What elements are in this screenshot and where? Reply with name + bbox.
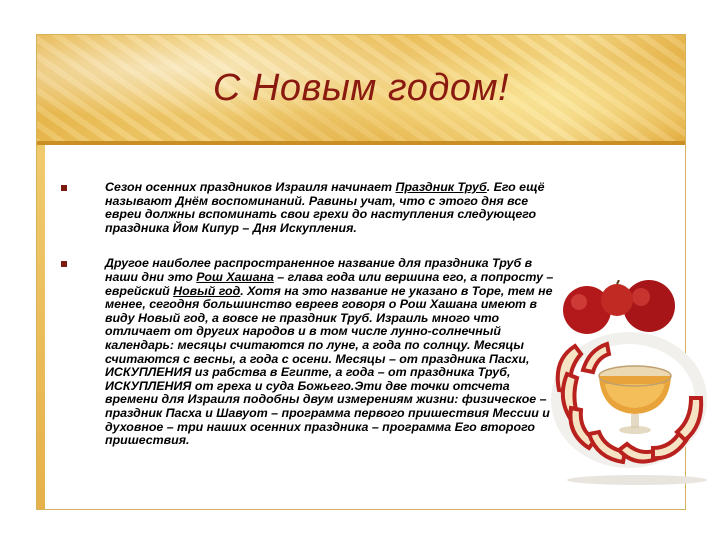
apples-honey-image	[549, 280, 709, 485]
link-novy-god: Новый год	[173, 283, 241, 298]
link-prazdnik-trub: Праздник Труб	[395, 180, 487, 194]
bullet-item	[51, 257, 555, 447]
bullet-marker-icon	[61, 261, 67, 267]
bullet-item	[51, 181, 555, 235]
bullet-marker-icon	[61, 185, 67, 191]
slide	[36, 34, 686, 510]
bullet-text: . Его ещё называют Днём воспоминаний. Равины учат, что с этого дня все евреи должны вспоминать свои грехи до наступления следующего праздника Йом Кипур – Дня Искупления.	[105, 180, 545, 235]
bullet-text: Сезон осенних праздников Израиля начинает	[105, 180, 396, 194]
bullet-list	[51, 181, 555, 448]
link-rosh-hashana: Рош Хашана	[196, 269, 274, 284]
slide-title: С Новым годом!	[212, 67, 510, 109]
side-accent-bar	[37, 145, 45, 509]
title-band	[37, 35, 685, 145]
bullet-text: Другое наиболее распространенное название для праздника Труб в наши дни это	[105, 256, 533, 284]
bullet-text: . Хотя на это название не указано в Торе, тем не менее, сегодня большинство евреев говоря о Рош Хашана имеют в виду Новый год, а вовсе не праздник Труб. Израиль много что отличает от других народов и в том числе лунно-солнечный календарь: месяцы считаются по луне, а года по солнцу. Месяцы считаются с весны, а года с осени. Месяцы – от праздника Пасхи, ИСКУПЛЕНИЯ из рабства в Египте, а года – от праздника Труб, ИСКУПЛЕНИЯ от греха и суда Божьего.Эти две точки отсчета времени для Израиля подобны двум измерениям жизни: физическое – праздник Пасха и Шавуот – программа первого пришествия Мессии и духовное – три наших осенних праздника – программа Его второго пришествия.	[105, 283, 553, 448]
bullet-text: – глава года или вершина его, а попросту – еврейский	[105, 269, 554, 298]
